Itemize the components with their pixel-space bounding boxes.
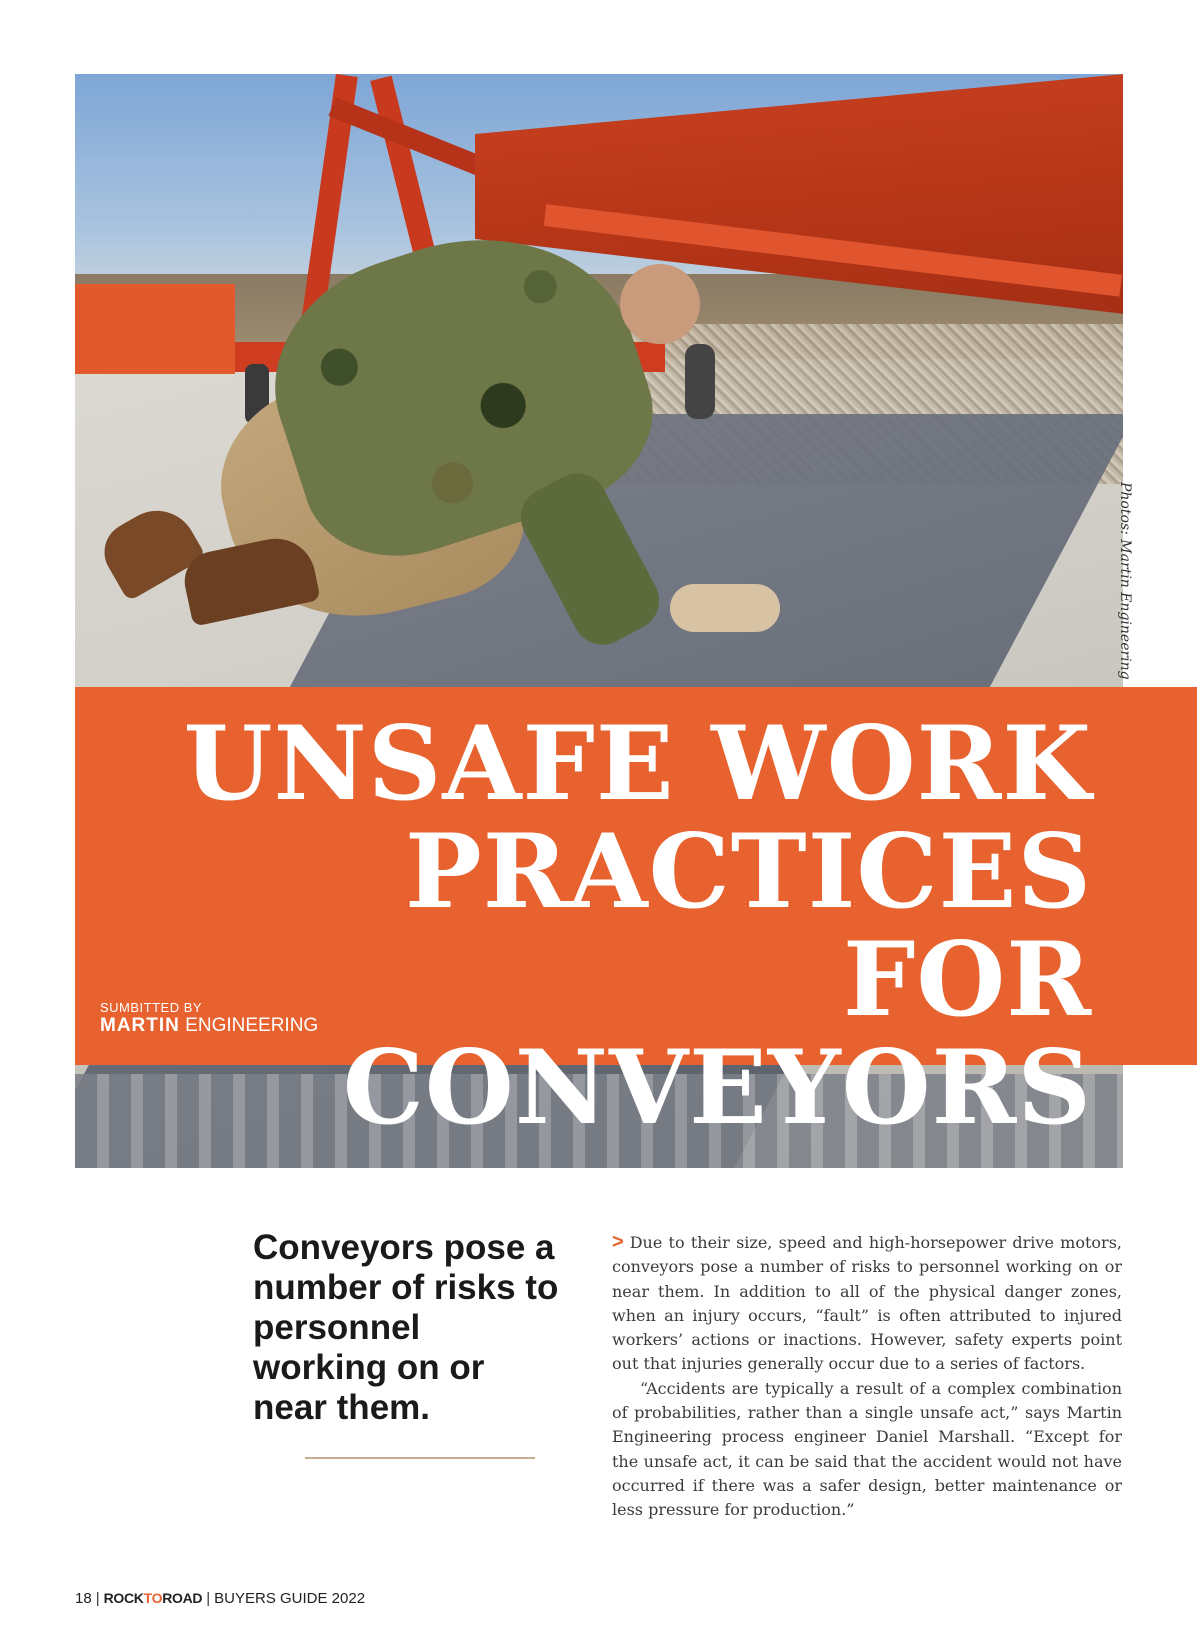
byline-author	[100, 1015, 318, 1036]
footer-separator: |	[95, 1590, 100, 1607]
logo-part: ROCK	[103, 1590, 144, 1606]
article-paragraph: “Accidents are typically a result of a complex combination of probabilities, rather than a single unsafe act,” says Martin Engineering process engineer Daniel Marshall. “Except for the unsafe act, it can be said that the accident would not have occurred if there was a safer design, better maintenance or less pressure for production.”	[612, 1378, 1122, 1520]
magazine-logo	[104, 1590, 203, 1606]
article-paragraph	[612, 1230, 1122, 1377]
logo-part: TO	[143, 1590, 163, 1606]
title-line: CONVEYORS	[342, 1028, 1092, 1148]
logo-part: ROAD	[162, 1590, 203, 1606]
photo-wheel	[685, 344, 715, 419]
title-line: PRACTICES FOR	[405, 812, 1092, 1040]
pull-quote: Conveyors pose a number of risks to personnel working on or near them.	[253, 1228, 559, 1427]
pull-quote-rule	[305, 1457, 535, 1459]
page-number: 18	[75, 1590, 92, 1607]
page-footer	[75, 1590, 365, 1607]
issue-name: BUYERS GUIDE 2022	[214, 1590, 366, 1607]
title-line: UNSAFE WORK	[183, 704, 1092, 824]
article-body	[612, 1230, 1122, 1523]
photo-credit: Photos: Martin Engineering	[1117, 482, 1133, 680]
byline-author-rest: ENGINEERING	[179, 1015, 319, 1036]
chevron-right-icon: >	[612, 1231, 624, 1253]
photo-hopper	[75, 284, 235, 374]
byline-label: SUMBITTED BY	[100, 1000, 203, 1015]
article-title	[142, 704, 1092, 1148]
photo-worker-glove	[670, 584, 780, 632]
byline	[100, 1000, 318, 1037]
byline-author-bold: MARTIN	[100, 1015, 180, 1036]
article-paragraph-text: Due to their size, speed and high-horsepower drive motors, conveyors pose a number of risks to personnel working on or near them. In addition to all of the physical danger zones, when an injury occurs, “fault” is often attributed to injured workers’ actions or inactions. However, safety experts point out that injuries generally occur due to a series of factors.	[612, 1233, 1122, 1374]
footer-separator: |	[206, 1590, 211, 1607]
photo-worker-head	[620, 264, 700, 344]
